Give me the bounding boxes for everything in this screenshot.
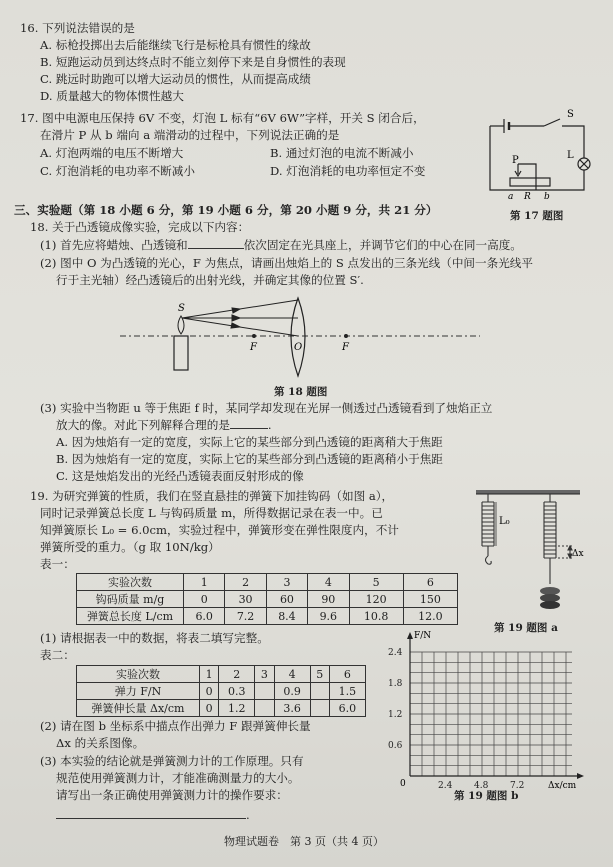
table-row	[77, 608, 458, 625]
q19-table-1	[76, 573, 458, 625]
table-cell: 5	[310, 666, 329, 683]
table-cell: 10.8	[349, 608, 403, 625]
table-cell: 0	[200, 683, 219, 700]
q18-part1-blank[interactable]	[188, 248, 244, 249]
table-cell: 60	[266, 591, 307, 608]
q19-part3-answer	[56, 807, 250, 823]
q17-figure-caption: 第 17 题图	[510, 210, 564, 222]
q18-part3-line2	[56, 417, 272, 433]
table-row	[77, 591, 458, 608]
q18-part3-blank[interactable]	[230, 428, 268, 429]
q18-lens-diagram[interactable]	[120, 296, 480, 380]
q16-option-b: B. 短跑运动员到达终点时不能立刻停下来是自身惯性的表现	[40, 55, 346, 69]
table-cell: 2	[225, 574, 266, 591]
y-tick-label: 1.8	[388, 679, 403, 689]
q19-coordinate-grid[interactable]	[380, 630, 590, 790]
table-cell: 120	[349, 591, 403, 608]
q19-part2-line2: Δx 的关系图像。	[56, 736, 145, 750]
q19-stem-line4: 弹簧所受的重力。（g 取 10N/kg）	[40, 540, 220, 554]
q19-part2-line1: (2) 请在图 b 坐标系中描点作出弹力 F 跟弹簧伸长量	[40, 719, 311, 733]
table-cell: 7.2	[225, 608, 266, 625]
table-cell: 9.6	[308, 608, 349, 625]
table-cell: 实验次数	[77, 574, 184, 591]
q19-stem-line1: 19. 为研究弹簧的性质，我们在竖直悬挂的弹簧下加挂钩码（如图 a），	[30, 489, 394, 503]
page-footer: 物理试题卷 第 3 页（共 4 页）	[224, 835, 384, 848]
q19-part3-end: .	[246, 808, 250, 822]
table-cell: 0.3	[219, 683, 255, 700]
table-row	[77, 683, 366, 700]
table-cell: 钩码质量 m/g	[77, 591, 184, 608]
q17-option-a: A. 灯泡两端的电压不断增大	[40, 146, 184, 160]
q16-option-d: D. 质量越大的物体惯性越大	[40, 89, 184, 103]
table-cell: 5	[349, 574, 403, 591]
table-cell: 90	[308, 591, 349, 608]
q19-part3-line1: (3) 本实验的结论就是弹簧测力计的工作原理。只有	[40, 754, 304, 768]
table-cell: 6.0	[329, 700, 365, 717]
y-tick-label: 0.6	[388, 741, 403, 751]
x-axis-arrow	[577, 773, 584, 779]
table-cell: 0	[184, 591, 225, 608]
table1-header-row	[77, 574, 458, 591]
q19-figure-b-caption: 第 19 题图 b	[454, 790, 519, 802]
fig-a-label-l0: L₀	[499, 516, 510, 527]
table-cell: 1.5	[329, 683, 365, 700]
q18-part1-text-b: 依次固定在光具座上，并调节它们的中心在同一高度。	[243, 238, 522, 252]
q19-part3-line2: 规范使用弹簧测力计，才能准确测量力的大小。	[56, 771, 300, 785]
q17-label-b: b	[544, 192, 550, 202]
q19-stem-line3: 知弹簧原长 L₀ = 6.0cm，实验过程中，弹簧形变在弹性限度内，不计	[40, 523, 399, 537]
q17-stem-line2: 在滑片 P 从 b 端向 a 端滑动的过程中，下列说法正确的是	[40, 128, 340, 142]
table-cell: 弹簧伸长量 Δx/cm	[77, 700, 200, 717]
q18-part2-line2: 行于主光轴）经凸透镜后的出射光线，并确定其像的位置 S′.	[56, 273, 364, 287]
table2-blank-cell[interactable]	[310, 683, 329, 700]
table-cell: 3.6	[274, 700, 310, 717]
table-cell: 1.2	[219, 700, 255, 717]
x-tick-label: 7.2	[510, 781, 525, 791]
section-3-heading: 三、实验题（第 18 小题 6 分，第 19 小题 6 分，第 20 小题 9 分，共 21 分）	[14, 203, 438, 217]
y-tick-label: 1.2	[388, 710, 403, 720]
table-cell: 8.4	[266, 608, 307, 625]
table-cell: 3	[266, 574, 307, 591]
table-cell: 6	[403, 574, 457, 591]
q17-label-l: L	[567, 150, 574, 161]
q18-part2-line1: (2) 图中 O 为凸透镜的光心，F 为焦点，请画出烛焰上的 S 点发出的三条光线（中间一条光线平	[40, 256, 533, 270]
q18-part1	[40, 237, 522, 253]
table-cell: 1	[184, 574, 225, 591]
q17-stem-line1: 17. 图中电源电压保持 6V 不变，灯泡 L 标有“6V 6W”字样，开关 S 闭合后，	[20, 111, 425, 125]
table-cell: 1	[200, 666, 219, 683]
table-cell: 弹簧总长度 L/cm	[77, 608, 184, 625]
q18-figure-caption: 第 18 题图	[274, 386, 328, 398]
q19-table1-label: 表一：	[40, 557, 75, 571]
q19-spring-figure-a	[470, 488, 590, 613]
q17-label-a: a	[508, 192, 514, 202]
q18-part1-text-a: (1) 首先应将蜡烛、凸透镜和	[40, 238, 188, 252]
table-cell: 12.0	[403, 608, 457, 625]
q18-part3-text: 放大的像。对此下列解释合理的是	[56, 418, 230, 432]
q19-stem-line2: 同时记录弹簧总长度 L 与钩码质量 m，所得数据记录在表一中。已	[40, 506, 383, 520]
chart-x-label: Δx/cm	[548, 781, 577, 791]
table-cell: 3	[255, 666, 274, 683]
q18-part3-end: .	[267, 418, 272, 432]
q17-circuit-diagram	[482, 108, 592, 200]
q19-part3-line3: 请写出一条正确使用弹簧测力计的操作要求：	[56, 788, 288, 802]
x-tick-label: 2.4	[438, 781, 453, 791]
chart-origin-label: 0	[400, 779, 406, 789]
table-cell: 6	[329, 666, 365, 683]
q17-option-c: C. 灯泡消耗的电功率不断减小	[40, 164, 195, 178]
table-cell: 4	[308, 574, 349, 591]
q17-label-r: R	[524, 192, 531, 202]
table-cell: 30	[225, 591, 266, 608]
q18-stem: 18. 关于凸透镜成像实验，完成以下内容：	[30, 220, 250, 234]
q19-figure-a-caption: 第 19 题图 a	[494, 622, 558, 634]
q18-option-b: B. 因为烛焰有一定的宽度，实际上它的某些部分到凸透镜的距离稍小于焦距	[56, 452, 443, 466]
table-cell: 4	[274, 666, 310, 683]
q16-option-c: C. 跳远时助跑可以增大运动员的惯性，从而提高成绩	[40, 72, 311, 86]
q19-table-2	[76, 665, 366, 717]
q19-table2-label: 表二：	[40, 648, 75, 662]
q18-label-s: S	[178, 303, 185, 314]
q16-option-a: A. 标枪投掷出去后能继续飞行是标枪具有惯性的缘故	[40, 38, 311, 52]
table-cell: 6.0	[184, 608, 225, 625]
q16-stem: 16. 下列说法错误的是	[20, 21, 135, 35]
q18-label-f-right: F	[342, 342, 349, 353]
q17-option-d: D. 灯泡消耗的电功率恒定不变	[270, 164, 426, 178]
q18-option-c: C. 这是烛焰发出的光经凸透镜表面反射形成的像	[56, 469, 304, 483]
table2-header-row	[77, 666, 366, 683]
q18-option-a: A. 因为烛焰有一定的宽度，实际上它的某些部分到凸透镜的距离稍大于焦距	[56, 435, 443, 449]
q18-label-f-left: F	[250, 342, 257, 353]
table-cell: 实验次数	[77, 666, 200, 683]
table-cell: 0.9	[274, 683, 310, 700]
table-cell: 2	[219, 666, 255, 683]
chart-y-label: F/N	[414, 631, 432, 641]
table2-blank-cell[interactable]	[255, 700, 274, 717]
q17-label-s: S	[567, 109, 574, 120]
table-cell: 150	[403, 591, 457, 608]
table-row	[77, 700, 366, 717]
table2-blank-cell[interactable]	[310, 700, 329, 717]
y-axis-arrow	[407, 632, 413, 639]
fig-a-label-dx: Δx	[572, 549, 584, 559]
x-tick-label: 4.8	[474, 781, 489, 791]
q18-part3-line1: (3) 实验中当物距 u 等于焦距 f 时，某同学却发现在光屏一侧透过凸透镜看到了烛焰正立	[40, 401, 493, 415]
table2-blank-cell[interactable]	[255, 683, 274, 700]
q18-label-o: O	[294, 342, 303, 353]
table-cell: 0	[200, 700, 219, 717]
q19-part3-blank[interactable]	[56, 818, 246, 819]
q17-option-b: B. 通过灯泡的电流不断减小	[270, 146, 414, 160]
table-cell: 弹力 F/N	[77, 683, 200, 700]
y-tick-label: 2.4	[388, 648, 403, 658]
q19-part1: (1) 请根据表一中的数据，将表二填写完整。	[40, 631, 269, 645]
q17-label-p: P	[512, 155, 519, 166]
